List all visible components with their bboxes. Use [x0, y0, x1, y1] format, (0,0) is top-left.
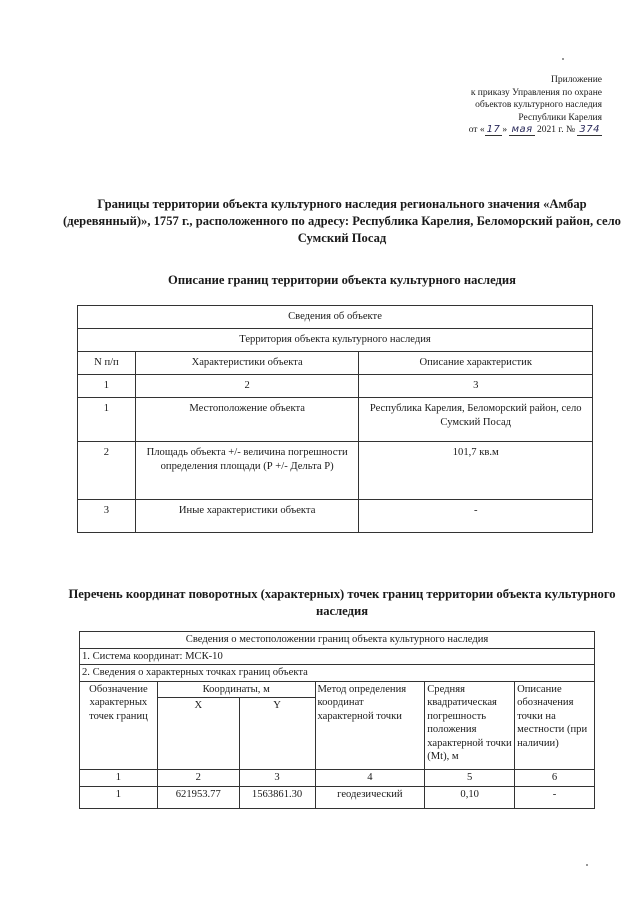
scan-speck — [562, 58, 564, 60]
scan-speck — [586, 864, 588, 866]
appendix-line-1: Приложение — [551, 75, 602, 85]
column-header: X — [157, 698, 239, 770]
column-header: Характеристики объекта — [135, 352, 359, 375]
table-cell: - — [515, 786, 595, 808]
section2-title: Перечень координат поворотных (характерных) точек границ территории объекта культурного наследия — [68, 587, 616, 618]
table-cell: Иные характеристики объекта — [135, 500, 359, 533]
table-header-row — [80, 632, 595, 649]
coordinate-system-row — [80, 648, 595, 665]
column-header: Средняя квадратическая погрешность положения характерной точки (Mt), м — [425, 681, 515, 770]
appendix-block — [382, 74, 602, 137]
appendix-line-4: Республики Карелия — [518, 112, 602, 123]
column-header: Обозначение характерных точек границ — [80, 681, 158, 770]
table-cell: 2 — [78, 442, 136, 500]
column-number-row — [80, 770, 595, 787]
order-number: 374 — [579, 124, 600, 135]
column-number: 5 — [425, 770, 515, 787]
table-cell: 3 — [78, 500, 136, 533]
appendix-line-2: к приказу Управления по охране — [470, 87, 602, 98]
column-header-row — [78, 352, 593, 375]
column-number: 6 — [515, 770, 595, 787]
table-header-cell: Территория объекта культурного наследия — [78, 329, 593, 352]
appendix-date-line — [382, 124, 602, 137]
table-header-row — [78, 306, 593, 329]
column-number: 3 — [239, 770, 315, 787]
date-prefix: от « — [468, 125, 485, 135]
table-cell: 621953.77 — [157, 786, 239, 808]
column-number: 2 — [157, 770, 239, 787]
table-cell: 1 — [80, 786, 158, 808]
column-header: Координаты, м — [157, 681, 315, 698]
column-number-row — [78, 375, 593, 398]
table-header-cell: Сведения о местоположении границ объекта культурного наследия — [80, 632, 595, 649]
table-cell: Местоположение объекта — [135, 398, 359, 442]
object-info-table — [77, 305, 593, 533]
date-month: мая — [511, 124, 533, 135]
column-number: 3 — [359, 375, 593, 398]
table-row — [78, 442, 593, 500]
table-header-row — [78, 329, 593, 352]
column-number: 1 — [80, 770, 158, 787]
table-cell: Республика Карелия, Беломорский район, село Сумский Посад — [359, 398, 593, 442]
table-cell: 101,7 кв.м — [359, 442, 593, 500]
appendix-line-3: объектов культурного наследия — [475, 100, 602, 110]
points-header: 2. Сведения о характерных точках границ объекта — [80, 665, 595, 682]
points-header-row — [80, 665, 595, 682]
date-year: 2021 г. № — [537, 125, 576, 135]
document-title: Границы территории объекта культурного наследия регионального значения «Амбар (деревянный)», 1757 г., расположенного по адресу: Республика Карелия, Беломорский район, село Сумский Посад — [63, 197, 621, 245]
column-header: N п/п — [78, 352, 136, 375]
table-cell: 1 — [78, 398, 136, 442]
table-cell: геодезический — [315, 786, 425, 808]
column-header-row — [80, 681, 595, 698]
table-row — [78, 500, 593, 533]
table-row — [80, 786, 595, 808]
column-header: Описание характеристик — [359, 352, 593, 375]
column-number: 1 — [78, 375, 136, 398]
coordinate-system: 1. Система координат: МСК-10 — [80, 648, 595, 665]
column-header: Описание обозначения точки на местности (при наличии) — [515, 681, 595, 770]
date-day: 17 — [486, 124, 501, 135]
column-number: 2 — [135, 375, 359, 398]
section1-title: Описание границ территории объекта культурного наследия — [168, 273, 516, 287]
column-header: Y — [239, 698, 315, 770]
table-cell: 1563861.30 — [239, 786, 315, 808]
date-mid: » — [502, 125, 508, 135]
column-header: Метод определения координат характерной точки — [315, 681, 425, 770]
table-header-cell: Сведения об объекте — [78, 306, 593, 329]
table-cell: 0,10 — [425, 786, 515, 808]
table-row — [78, 398, 593, 442]
table-cell: Площадь объекта +/- величина погрешности определения площади (Р +/- Дельта Р) — [135, 442, 359, 500]
table-cell: - — [359, 500, 593, 533]
column-number: 4 — [315, 770, 425, 787]
coordinates-table — [79, 631, 595, 809]
